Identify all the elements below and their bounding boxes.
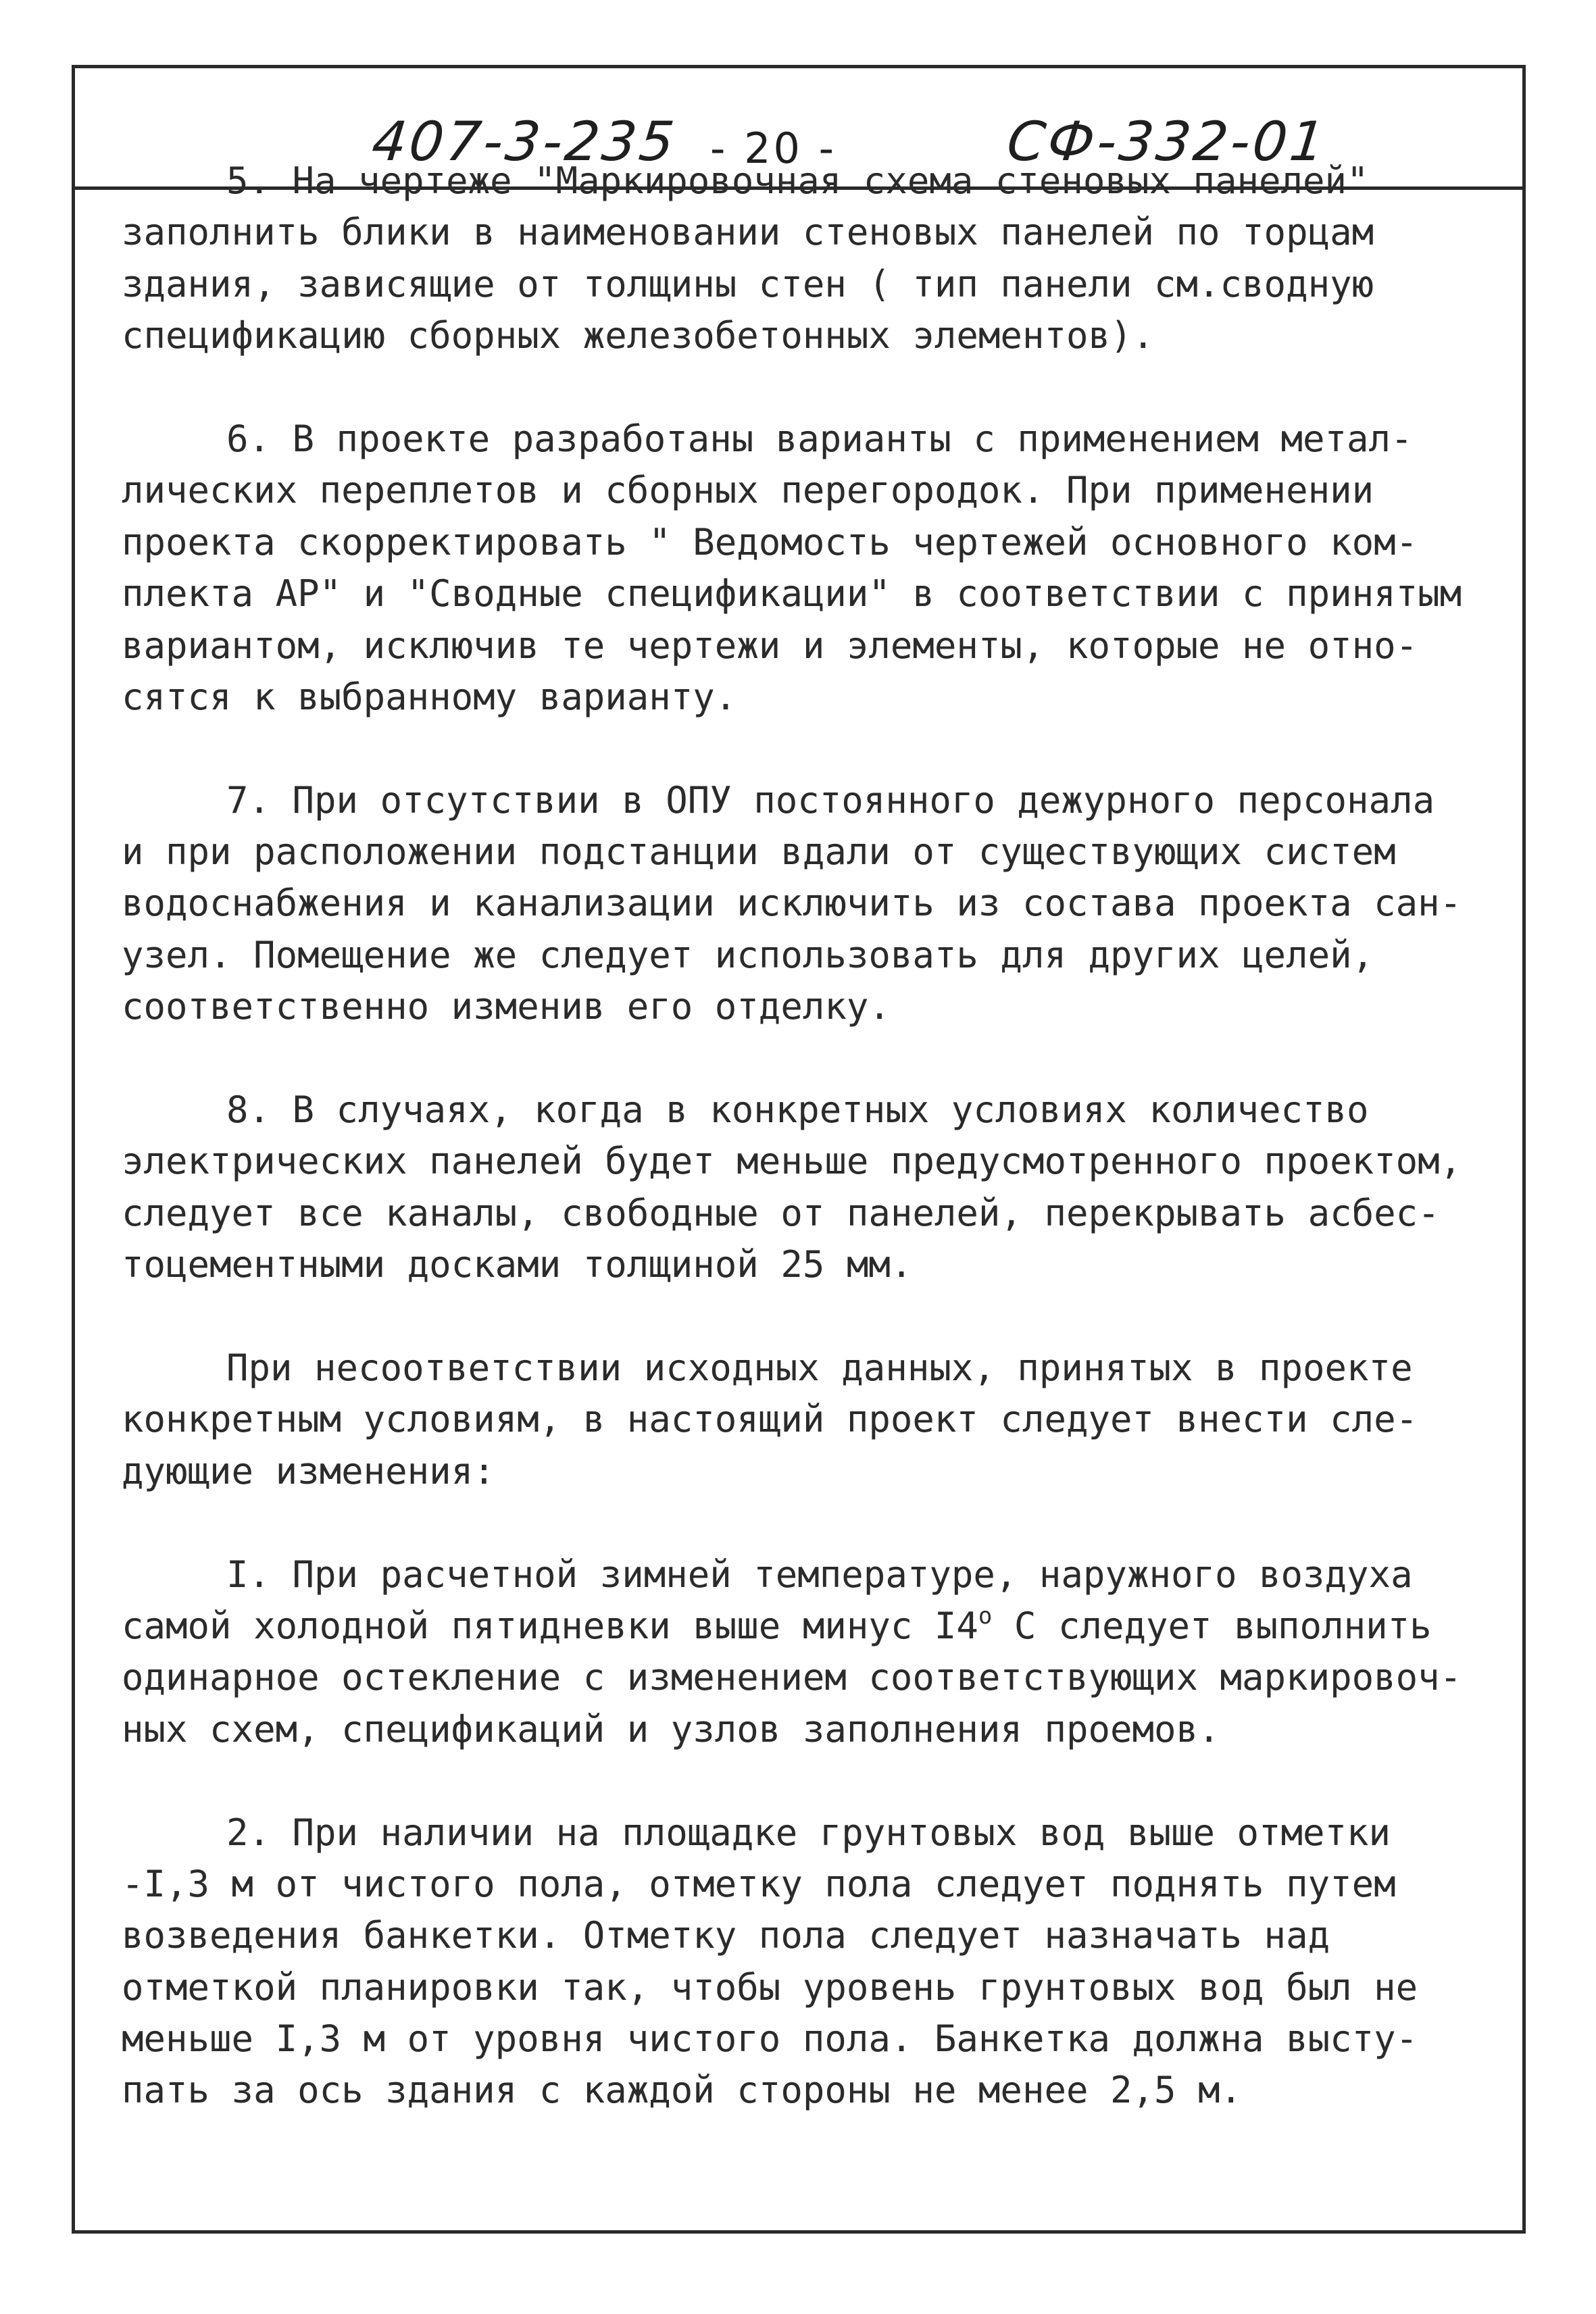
text-segment: С следует выполнить [992, 1604, 1432, 1647]
text-line: 5. На чертеже "Маркировочная схема стеновых панелей" [226, 159, 1369, 202]
document-code: 407-3-235 [369, 110, 680, 173]
text-line: следует все каналы, свободные от панелей, перекрывать асбес- [122, 1191, 1440, 1234]
text-line: вариантом, исключив те чертежи и элементы, которые не отно- [122, 624, 1418, 667]
text-line: спецификацию сборных железобетонных элементов). [122, 314, 1155, 357]
text-line: отметкой планировки так, чтобы уровень грунтовых вод был не [122, 1965, 1418, 2009]
text-line: 2. При наличии на площадке грунтовых вод выше отметки [226, 1811, 1391, 1854]
text-line [122, 1601, 1466, 1652]
text-line: меньше I,3 м от уровня чистого пола. Банкетка должна высту- [122, 2017, 1418, 2061]
text-line: 6. В проекте разработаны варианты с применением метал- [226, 417, 1413, 460]
text-segment: самой холодной пятидневки выше минус I4 [122, 1604, 978, 1647]
text-line: здания, зависящие от толщины стен ( тип панели см.сводную [122, 262, 1374, 305]
text-line: сятся к выбранному варианту. [122, 675, 737, 718]
text-line: одинарное остекление с изменением соответствующих маркировоч- [122, 1656, 1462, 1699]
text-line: соответственно изменив его отделку. [122, 985, 891, 1028]
text-line: 8. В случаях, когда в конкретных условиях количество [226, 1088, 1369, 1132]
page-number: - 20 - [710, 124, 837, 173]
text-line: проекта скорректировать " Ведомость чертежей основного ком- [122, 520, 1418, 563]
text-line: лических переплетов и сборных перегородок. При применении [122, 469, 1374, 512]
paragraph-6 [122, 413, 1466, 723]
text-line: водоснабжения и канализации исключить из состава проекта сан- [122, 882, 1462, 925]
paragraph-7 [122, 775, 1466, 1033]
text-line: узел. Помещение же следует использовать для других целей, [122, 933, 1374, 976]
series-code: СФ-332-01 [1004, 110, 1330, 173]
paragraph-5 [122, 155, 1466, 362]
text-line: возведения банкетки. Отметку пола следует назначать над [122, 1914, 1330, 1957]
text-line: 7. При отсутствии в ОПУ постоянного дежурного персонала [226, 778, 1435, 822]
paragraph-8 [122, 1084, 1466, 1291]
paragraph-change-2 [122, 1807, 1466, 2117]
text-line: и при расположении подстанции вдали от существующих систем [122, 830, 1396, 874]
paragraph-changes-intro [122, 1342, 1466, 1497]
text-line: заполнить блики в наименовании стеновых панелей по торцам [122, 211, 1374, 254]
text-line: конкретным условиям, в настоящий проект следует внести сле- [122, 1398, 1418, 1441]
document-body [122, 155, 1466, 2168]
text-line: При несоответствии исходных данных, принятых в проекте [226, 1346, 1413, 1389]
text-line: -I,3 м от чистого пола, отметку пола следует поднять путем [122, 1862, 1396, 1905]
text-line: I. При расчетной зимней температуре, наружного воздуха [226, 1553, 1413, 1596]
paragraph-change-1 [122, 1549, 1466, 1756]
degree-superscript: о [978, 1602, 993, 1630]
text-line: тоцементными досками толщиной 25 мм. [122, 1243, 913, 1286]
text-line: ных схем, спецификаций и узлов заполнения проемов. [122, 1707, 1220, 1751]
text-line: электрических панелей будет меньше предусмотренного проектом, [122, 1140, 1462, 1183]
text-line: пать за ось здания с каждой стороны не менее 2,5 м. [122, 2069, 1243, 2112]
text-line: дующие изменения: [122, 1449, 495, 1492]
text-line: плекта АР" и "Сводные спецификации" в соответствии с принятым [122, 572, 1462, 615]
